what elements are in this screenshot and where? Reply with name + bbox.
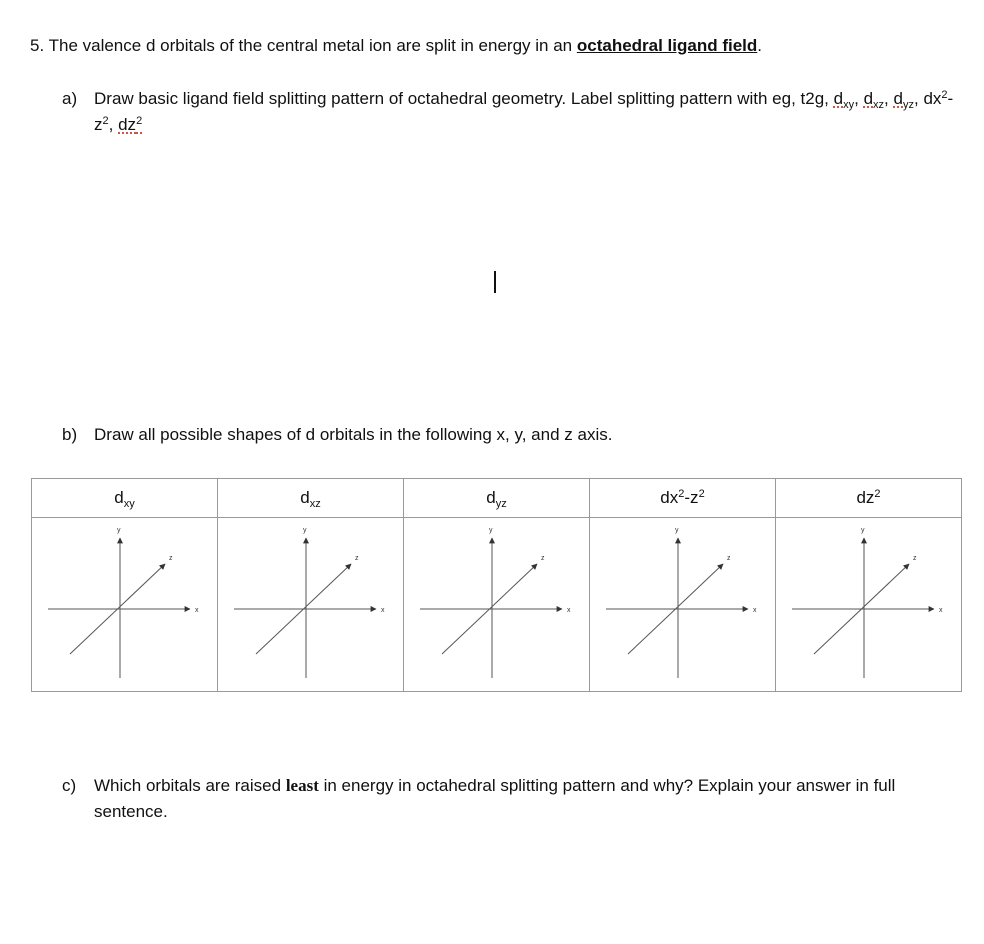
octahedral-ligand-field-emphasis: octahedral ligand field bbox=[576, 36, 758, 55]
part-c bbox=[62, 773, 962, 833]
axes-cell-dx2-z2[interactable] bbox=[590, 518, 776, 692]
part-c-bold-word: least bbox=[285, 776, 319, 795]
z-axis-label: z bbox=[541, 555, 545, 562]
y-axis-label: y bbox=[303, 527, 307, 534]
part-c-marker: c) bbox=[62, 776, 77, 795]
z-axis-label: z bbox=[169, 555, 173, 562]
y-axis-label: y bbox=[675, 527, 679, 534]
x-axis-label: x bbox=[939, 607, 943, 614]
coordinate-axes bbox=[776, 518, 962, 691]
x-axis-label: x bbox=[195, 607, 199, 614]
coordinate-axes bbox=[218, 518, 404, 691]
part-a-text: Draw basic ligand field splitting pattern of octahedral geometry. Label splitting pattern with eg, t2g, $d_{xy}$, $d_{xz}$, $d_{yz}$, $dx^2-z^2$, $dz^2$ bbox=[94, 89, 954, 134]
question-number: 5. bbox=[30, 36, 45, 55]
x-axis-label: x bbox=[567, 607, 571, 614]
table-axes-row bbox=[32, 518, 962, 692]
axes-cell-dxz[interactable] bbox=[218, 518, 404, 692]
part-a-marker: a) bbox=[62, 89, 78, 108]
part-c-text-before: Which orbitals are raised bbox=[94, 776, 282, 795]
question-end: . bbox=[757, 36, 763, 55]
question-intro: The valence d orbitals of the central metal ion are split in energy in an bbox=[48, 36, 573, 55]
coordinate-axes bbox=[404, 518, 590, 691]
coordinate-axes bbox=[590, 518, 776, 691]
axes-cell-dyz[interactable] bbox=[404, 518, 590, 692]
header-dxz: $d_{xz}$ bbox=[218, 479, 404, 518]
table-header-row bbox=[32, 479, 962, 518]
part-c-text-after: in energy in octahedral splitting pattern and why? Explain your answer in full sentence. bbox=[94, 776, 896, 821]
coordinate-axes bbox=[32, 518, 218, 691]
question-title bbox=[30, 35, 762, 57]
axes-cell-dz2[interactable] bbox=[776, 518, 962, 692]
label-dxz: $d_{xz}$ bbox=[863, 89, 885, 111]
label-dyz: $d_{yz}$ bbox=[893, 89, 914, 111]
header-dxy: $d_{xy}$ bbox=[32, 479, 218, 518]
y-axis-label: y bbox=[117, 527, 121, 534]
header-dz2: $dz^2$ bbox=[776, 479, 962, 518]
z-axis-label: z bbox=[913, 555, 917, 562]
axes-cell-dxy[interactable] bbox=[32, 518, 218, 692]
label-dx2-z2: $dx^2-z^2$ bbox=[94, 89, 954, 134]
part-b-text: Draw all possible shapes of d orbitals in the following x, y, and z axis. bbox=[94, 425, 613, 444]
header-dx2-z2: $dx^2-z^2$ bbox=[590, 479, 776, 518]
z-axis-label: z bbox=[355, 555, 359, 562]
label-dxy: $d_{xy}$ bbox=[833, 89, 855, 111]
y-axis-label: y bbox=[489, 527, 493, 534]
part-b bbox=[62, 422, 962, 452]
z-axis-label: z bbox=[727, 555, 731, 562]
x-axis-label: x bbox=[381, 607, 385, 614]
y-axis-label: y bbox=[861, 527, 865, 534]
x-axis-label: x bbox=[753, 607, 757, 614]
part-a bbox=[62, 86, 962, 146]
d-orbital-table bbox=[31, 478, 962, 692]
label-dz2: $dz^2$ bbox=[118, 115, 143, 134]
text-cursor bbox=[494, 271, 496, 293]
part-c-text bbox=[94, 773, 964, 825]
header-dyz: $d_{yz}$ bbox=[404, 479, 590, 518]
part-b-marker: b) bbox=[62, 425, 78, 444]
part-a-instruction: Draw basic ligand field splitting pattern of octahedral geometry. Label splitting pattern with eg, t2g, bbox=[94, 89, 829, 108]
